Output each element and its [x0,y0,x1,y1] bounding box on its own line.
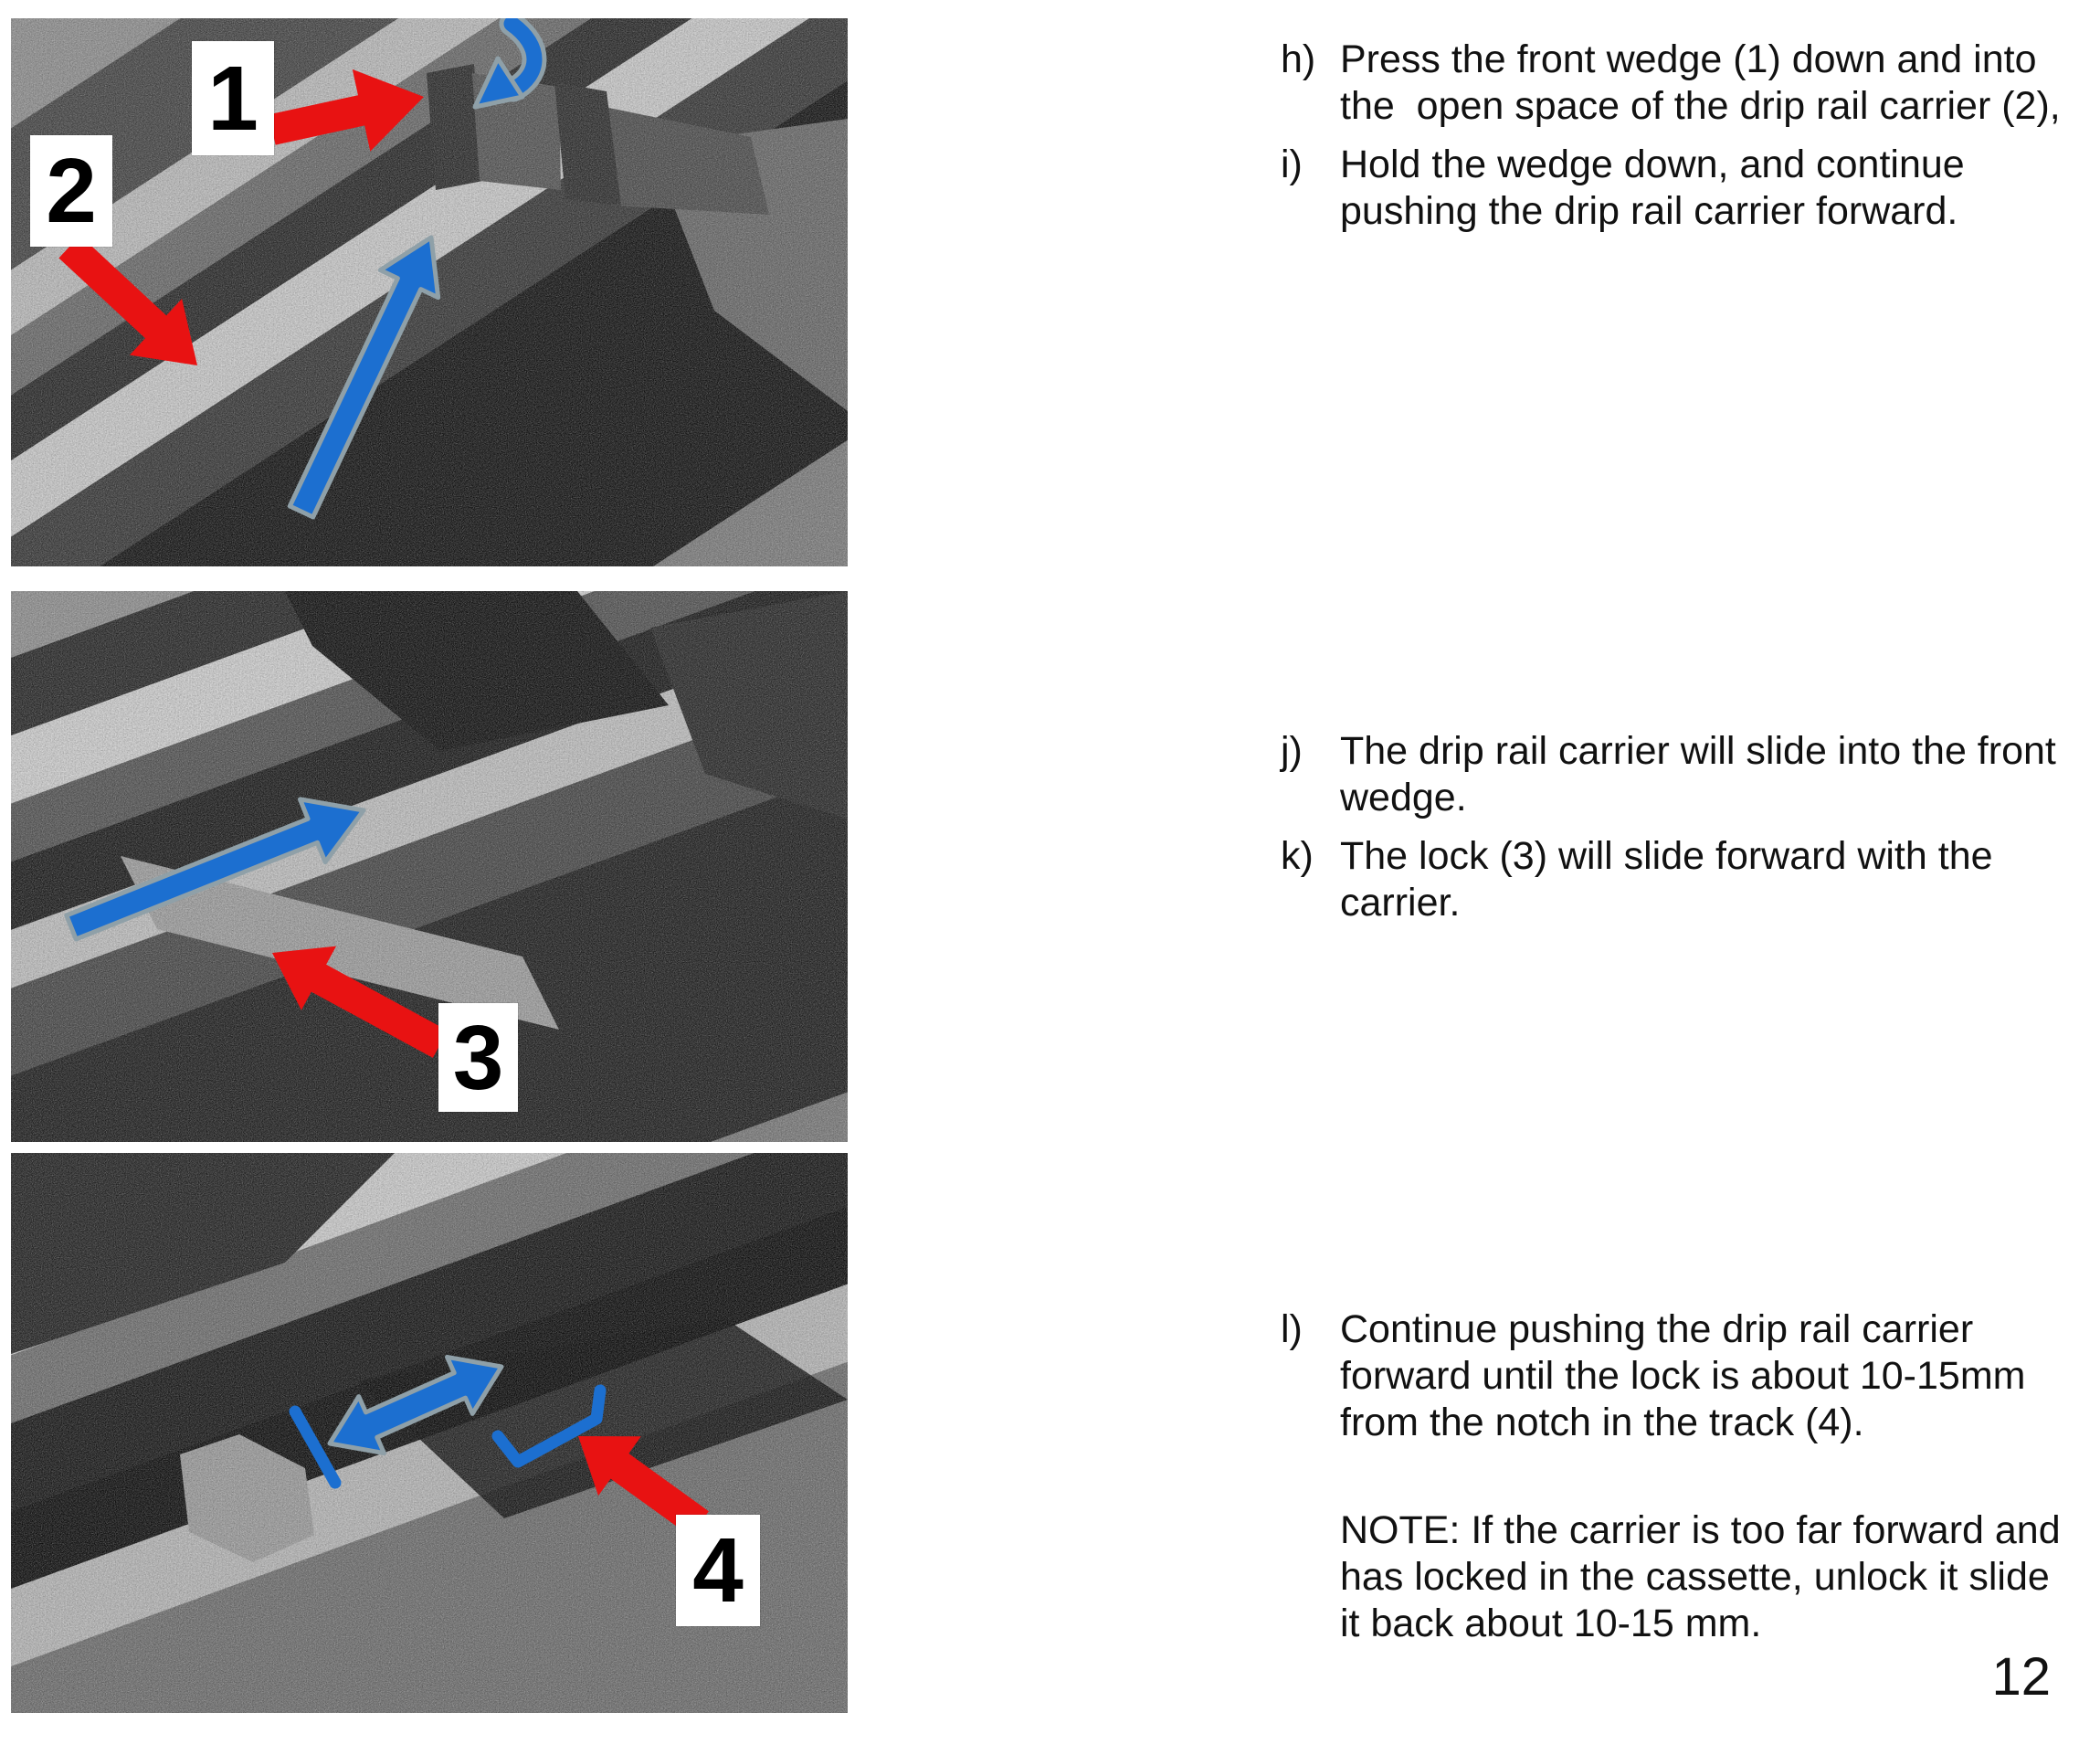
callout-2-label: 2 [46,140,97,242]
note [1340,1507,2100,1647]
step-j [1281,728,2100,821]
page-number: 12 [1991,1647,2051,1707]
step-i-label: i) [1281,143,1303,186]
steps-block-l [1281,1306,2100,1458]
step-j-label: j) [1281,729,1303,773]
callout-4-label: 4 [692,1519,744,1622]
step-l-label: l) [1281,1307,1303,1351]
step-j-line-2: wedge. [1340,776,1467,819]
photo-artwork-3 [11,1153,848,1713]
step-k-line-2: carrier. [1340,881,1461,925]
steps-block-j-k [1281,728,2100,938]
callout-1-label: 1 [207,47,259,150]
figure-lock-near-notch [11,1153,848,1713]
step-k-label: k) [1281,834,1314,878]
step-l [1281,1306,2100,1446]
callout-3-label: 3 [452,1006,504,1109]
steps-block-h-i [1281,37,2100,247]
callout-2 [30,135,112,247]
step-h [1281,37,2100,130]
step-k-line-1: The lock (3) will slide forward with the [1340,834,1993,878]
step-h-line-2: the open space of the drip rail carrier (2), [1340,84,2061,128]
step-i-line-2: pushing the drip rail carrier forward. [1340,189,1958,233]
callout-3 [438,1003,518,1112]
note-line-3: it back about 10-15 mm. [1340,1602,1762,1645]
step-l-line-1: Continue pushing the drip rail carrier [1340,1307,1974,1351]
photo-artwork-1 [11,18,848,566]
figure-press-front-wedge [11,18,848,566]
step-i-line-1: Hold the wedge down, and continue [1340,143,1965,186]
step-h-label: h) [1281,37,1316,81]
note-line-2: has locked in the cassette, unlock it slide [1340,1555,2050,1599]
step-h-line-1: Press the front wedge (1) down and into [1340,37,2037,81]
step-l-line-2: forward until the lock is about 10-15mm [1340,1354,2026,1398]
step-j-line-1: The drip rail carrier will slide into the front [1340,729,2056,773]
photo-artwork-2 [11,591,848,1142]
note-line-1: NOTE: If the carrier is too far forward and [1340,1508,2061,1552]
step-l-line-3: from the notch in the track (4). [1340,1401,1864,1444]
step-i [1281,142,2100,235]
figure-carrier-slides-into-wedge [11,591,848,1142]
callout-4 [676,1515,760,1626]
step-k [1281,833,2100,926]
callout-1 [192,41,274,155]
